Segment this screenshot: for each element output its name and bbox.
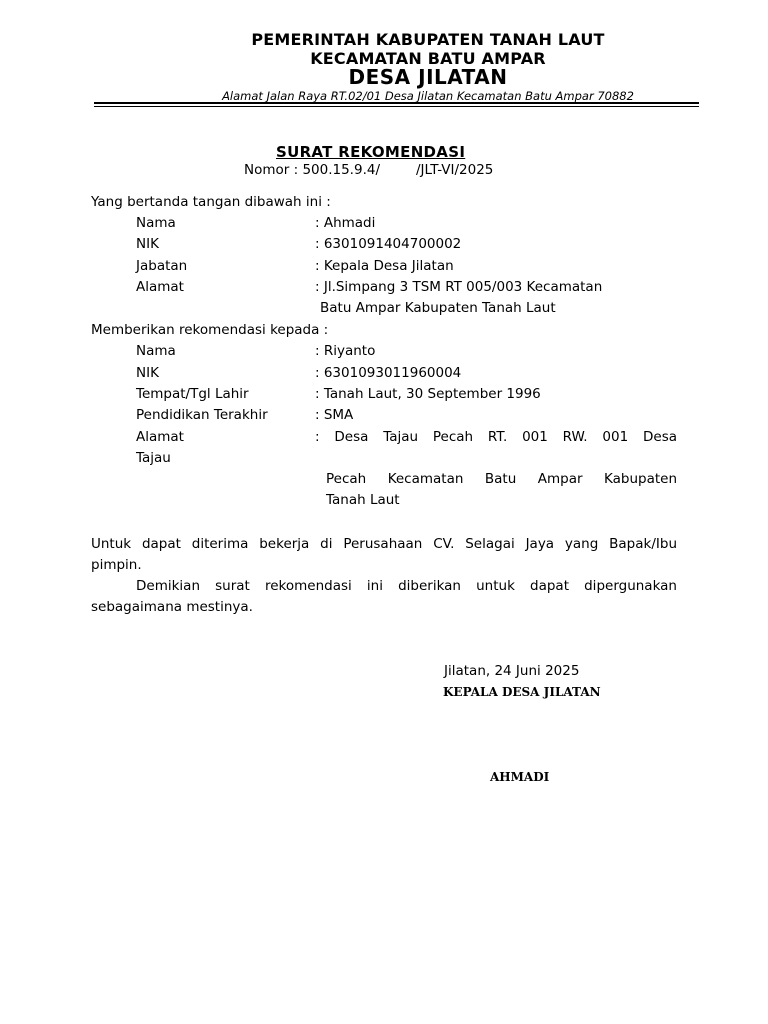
recipient-label-nik: NIK xyxy=(136,365,159,381)
signer-label-position: Jabatan xyxy=(136,258,188,274)
recipient-value-birth: : Tanah Laut, 30 September 1996 xyxy=(315,386,541,402)
letterhead-village: DESA JILATAN xyxy=(348,65,508,89)
recipient-value-nik: : 6301093011960004 xyxy=(315,365,462,381)
letterhead-rule-thick xyxy=(94,102,699,104)
purpose-line2: pimpin. xyxy=(91,557,142,573)
signer-value-nik: : 6301091404700002 xyxy=(315,236,462,252)
recipient-label-birth: Tempat/Tgl Lahir xyxy=(136,386,249,402)
purpose-line1: Untuk dapat diterima bekerja di Perusahaan CV. Selagai Jaya yang Bapak/Ibu xyxy=(91,536,677,552)
recipient-label-education: Pendidikan Terakhir xyxy=(136,407,268,423)
letter-number-prefix: Nomor : 500.15.9.4/ xyxy=(244,162,380,178)
intro-signer: Yang bertanda tangan dibawah ini : xyxy=(91,194,331,210)
closing-line2: sebagaimana mestinya. xyxy=(91,599,253,615)
letterhead-rule-thin xyxy=(94,106,699,107)
letterhead-address: Alamat Jalan Raya RT.02/01 Desa Jilatan Kecamatan Batu Ampar 70882 xyxy=(222,89,634,103)
signer-label-name: Nama xyxy=(136,215,176,231)
signature-position: KEPALA DESA JILATAN xyxy=(443,685,601,699)
recipient-value-address-wrap: Tajau xyxy=(136,450,171,466)
recipient-value-address-line2: Pecah Kecamatan Batu Ampar Kabupaten xyxy=(326,471,677,487)
recipient-value-education: : SMA xyxy=(315,407,354,423)
recipient-value-address-line3: Tanah Laut xyxy=(326,492,400,508)
signature-place-date: Jilatan, 24 Juni 2025 xyxy=(444,663,580,679)
signer-value-address-cont: Batu Ampar Kabupaten Tanah Laut xyxy=(320,300,556,316)
signature-name: AHMADI xyxy=(490,770,550,784)
recipient-label-name: Nama xyxy=(136,343,176,359)
signer-value-position: : Kepala Desa Jilatan xyxy=(315,258,454,274)
recipient-value-name: : Riyanto xyxy=(315,343,376,359)
recipient-value-address: : Desa Tajau Pecah RT. 001 RW. 001 Desa xyxy=(315,429,677,445)
signer-value-name: : Ahmadi xyxy=(315,215,376,231)
recipient-label-address: Alamat xyxy=(136,429,184,445)
letterhead-district: KECAMATAN BATU AMPAR xyxy=(310,49,546,68)
signer-value-address: : Jl.Simpang 3 TSM RT 005/003 Kecamatan xyxy=(315,279,603,295)
signer-label-nik: NIK xyxy=(136,236,159,252)
letter-number xyxy=(244,162,493,178)
letterhead-government: PEMERINTAH KABUPATEN TANAH LAUT xyxy=(251,30,605,49)
closing-line1: Demikian surat rekomendasi ini diberikan untuk dapat dipergunakan xyxy=(136,578,677,594)
intro-recipient: Memberikan rekomendasi kepada : xyxy=(91,322,329,338)
letter-title: SURAT REKOMENDASI xyxy=(276,143,466,161)
letter-number-suffix: /JLT-VI/2025 xyxy=(416,162,494,178)
signer-label-address: Alamat xyxy=(136,279,184,295)
